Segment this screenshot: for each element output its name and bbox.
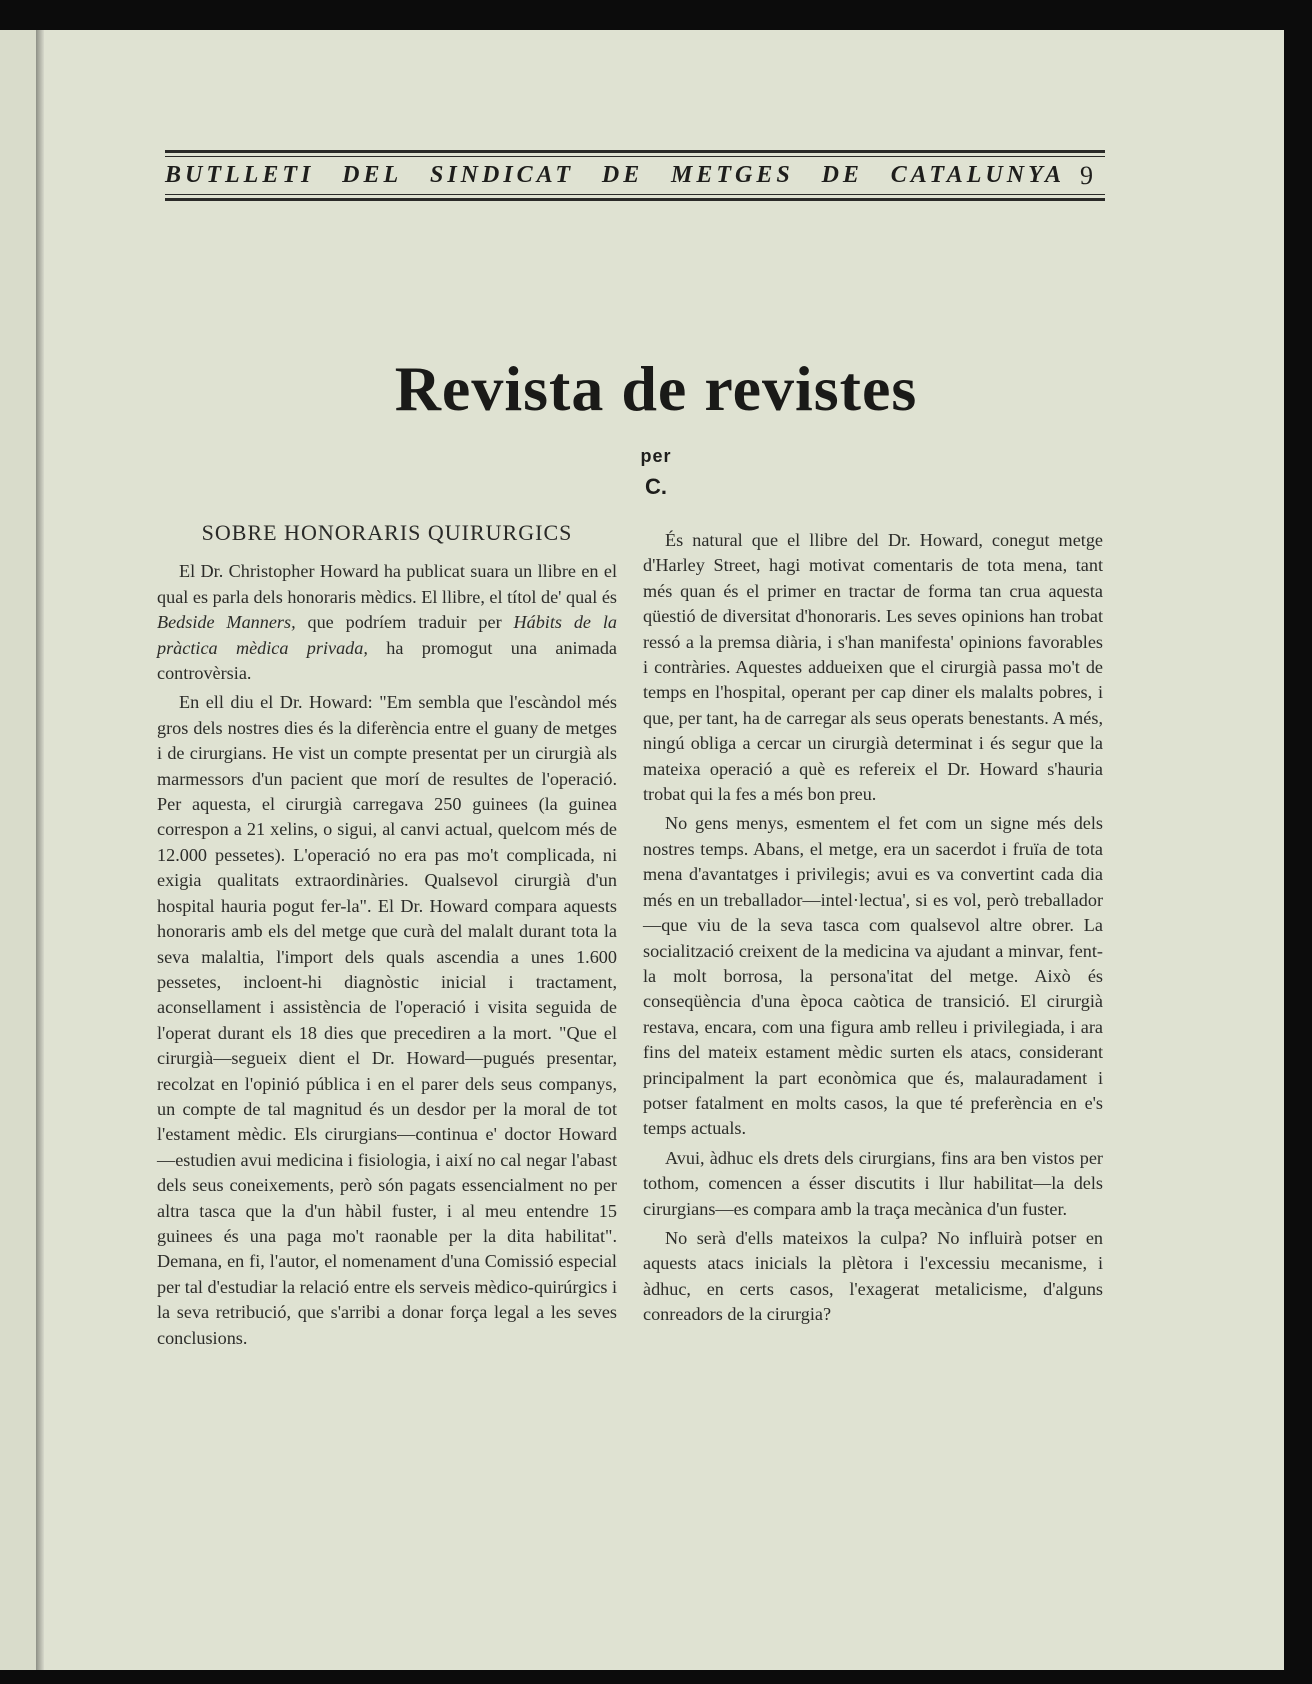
binding-spine bbox=[0, 30, 40, 1670]
header-rule-bottom bbox=[165, 198, 1105, 201]
paragraph: En ell diu el Dr. Howard: "Em sembla que l'escàndol més gros dels nostres dies és la diferència entre el guany de metges i de cirurgians. He vist un compte presentat per un cirurgià als marmessors d'un pacient que morí de resultes de l'operació. Per aquesta, el cirurgià carregava 250 guinees (la guinea correspon a 21 xelins, o sigui, al canvi actual, quelcom més de 12.000 pessetes). L'operació no era pas mo't complicada, ni exigia qualitats extraordinàries. Qualsevol cirurgià d'un hospital hauria pogut fer-la". El Dr. Howard compara aquests honoraris amb els del metge que curà del malalt durant tota la seva malaltia, l'import dels quals ascendia a unes 1.600 pessetes, incloent-hi diagnòstic inicial i tractament, aconsellament i assistència de l'operació i visita seguida de l'operat durant els 18 dies que precediren a la mort. "Que el cirurgià—segueix dient el Dr. Howard—pugués presentar, recolzat en l'opinió pública i en el parer dels seus companys, un compte de tal magnitud és un desdor per la moral de tot l'estament mèdic. Els cirurgians—continua e' doctor Howard—estudien avui medicina i fisiologia, i així no cal negar l'abast dels seus coneixements, però són pagats essencialment no per altra tasca que la d'un hàbil fuster, i al meu entendre 15 guinees és una paga mo't raonable per la dita habilitat". Demana, en fi, l'autor, el nomenament d'una Comissió especial per tal d'estudiar la relació entre els serveis mèdico-quirúrgics i la seva retribució, que s'arribi a donar força legal a les seves conclusions. bbox=[157, 692, 617, 1348]
paragraph: No gens menys, esmentem el fet com un signe més dels nostres temps. Abans, el metge, era un sacerdot i fruïa de tota mena d'avantatges i privilegis; avui es va convertint cada dia més en un treballador—intel·lectua', si es vol, però treballador—que viu de la seva tasca com qualsevol altre obrer. La socialització creixent de la medicina va ajudant a minvar, fent-la molt borrosa, la persona'itat del metge. Això és conseqüència d'una època caòtica de transició. El cirurgià restava, encara, com una figura amb relleu i privilegiada, i ara fins del mateix estament mèdic surten els atacs, considerant principalment la part econòmica que és, malauradament i potser fatalment en molts casos, la que té preferència en e's temps actuals. bbox=[643, 813, 1103, 1139]
header-rule-top-thin bbox=[165, 156, 1105, 157]
running-title-word: DE bbox=[601, 162, 644, 188]
right-column bbox=[643, 528, 1103, 1332]
page-number: 9 bbox=[1080, 161, 1093, 190]
header-rule-bottom-thin bbox=[165, 194, 1105, 195]
paragraph bbox=[157, 559, 617, 686]
running-title-word: METGES bbox=[671, 162, 794, 188]
byline-per: per bbox=[640, 446, 672, 466]
left-column bbox=[157, 520, 617, 1355]
text-run: El Dr. Christopher Howard ha publicat suara un llibre en el qual es parla dels honoraris mèdics. El llibre, el títol de' qual és bbox=[157, 561, 617, 607]
section-heading: SOBRE HONORARIS QUIRURGICS bbox=[201, 520, 573, 545]
article-title: Revista de revistes bbox=[394, 353, 918, 424]
book-title-italic: Bedside Manners, bbox=[157, 612, 296, 633]
header-rule-top bbox=[165, 150, 1105, 153]
running-title-word: SINDICAT bbox=[429, 162, 575, 188]
paragraph: No serà d'ells mateixos la culpa? No influirà potser en aquests atacs inicials la plètora i l'excessiu mecanisme, i àdhuc, en certs casos, l'exagerat metalicisme, d'alguns conreadors de la cirurgia? bbox=[643, 1227, 1103, 1325]
running-title-word: DEL bbox=[342, 162, 403, 188]
text-run: que podríem traduir per bbox=[295, 612, 514, 633]
paragraph: És natural que el llibre del Dr. Howard, conegut metge d'Harley Street, hagi motivat comentaris de tota mena, tant més quan és el primer en tractar de forma tan crua aquesta qüestió de diversitat d'honoraris. Les seves opinions han trobat ressó a la premsa diària, i s'han manifesta' opinions favorables i contràries. Aquestes addueixen que el cirurgià passa mo't de temps en l'hospital, operant per cap diner els malalts pobres, i que, per tant, ha de carregar als seus operats benestants. A més, ningú obliga a cercar un cirurgià determinat i és segur que la mateixa operació a què es refereix el Dr. Howard s'hauria trobat qui la fes a més bon preu. bbox=[643, 530, 1103, 805]
text-run: ha promogut una animada controvèrsia. bbox=[157, 637, 617, 684]
running-title-word: DE bbox=[821, 162, 863, 188]
translated-title-italic: Hábits de la pràctica mèdica privada, bbox=[157, 612, 618, 658]
byline-author: C. bbox=[645, 474, 667, 499]
paragraph: Avui, àdhuc els drets dels cirurgians, fins ara ben vistos per tothom, comencen a ésser discutits i llur habilitat—la dels cirurgians—es compara amb la traça mecànica d'un fuster. bbox=[643, 1147, 1103, 1219]
gutter-shadow bbox=[36, 30, 44, 1670]
running-title-word: BUTLLETI bbox=[165, 162, 315, 188]
running-title-word: CATALUNYA bbox=[890, 162, 1065, 188]
running-title bbox=[165, 162, 1065, 189]
